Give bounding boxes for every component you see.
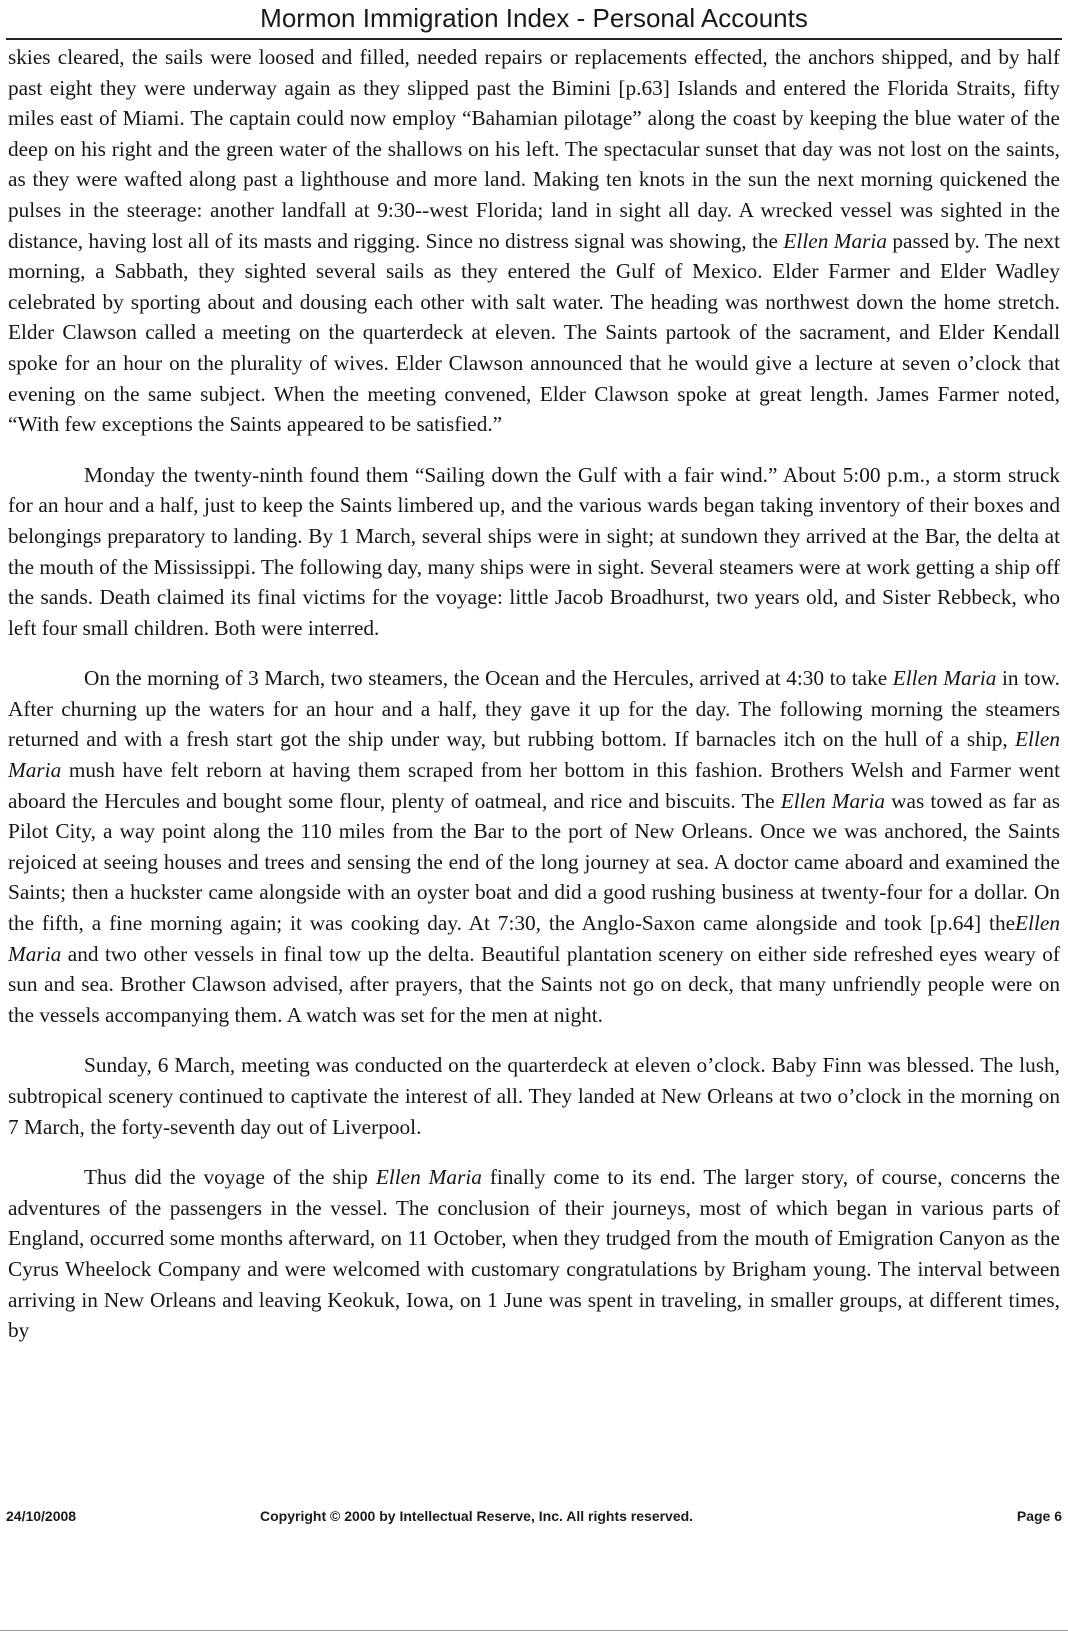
- paragraph-1-text-a: skies cleared, the sails were loosed and filled, needed repairs or replacements effected, the anchors shipped, and by half past eight they were underway again as they slipped past the Bimini [p.63] Islands and entered the Florida Straits, fifty miles east of Miami. The captain could now employ “Bahamian pilotage” along the coast by keeping the blue water of the deep on his right and the green water of the shallows on his left. The spectacular sunset that day was not lost on the saints, as they were wafted along past a lighthouse and more land. Making ten knots in the sun the next morning quickened the pulses in the steerage: another landfall at 9:30--west Florida; land in sight all day. A wrecked vessel was sighted in the distance, having lost all of its masts and rigging. Since no distress signal was showing, the: [8, 45, 1060, 253]
- paragraph-5-text-a: Thus did the voyage of the ship: [84, 1165, 376, 1190]
- ship-name: Ellen Maria: [783, 228, 888, 253]
- ship-name: Ellen Maria: [892, 666, 997, 691]
- paragraph-1-text-b: passed by. The next morning, a Sabbath, they sighted several sails as they entered the Gulf of Mexico. Elder Farmer and Elder Wadley celebrated by sporting about and dousing each other with salt water. The heading was northwest down the home stretch. Elder Clawson called a meeting on the quarterdeck at eleven. The Saints partook of the sacrament, and Elder Kendall spoke for an hour on the plurality of wives. Elder Clawson announced that he would give a lecture at seven o’clock that evening on the same subject. When the meeting convened, Elder Clawson spoke at great length. James Farmer noted, “With few exceptions the Saints appeared to be satisfied.”: [8, 228, 1060, 437]
- paragraph-4: Sunday, 6 March, meeting was conducted on the quarterdeck at eleven o’clock. Baby Finn was blessed. The lush, subtropical scenery continued to captivate the interest of all. They landed at New Orleans at two o’clock in the morning on 7 March, the forty-seventh day out of Liverpool.: [8, 1053, 1060, 1139]
- paragraph-3-text-b: in tow. After churning up the waters for an hour and a half, they gave it up for the day. The following morning the steamers returned and with a fresh start got the ship under way, but rubbing bottom. If barnacles itch on the hull of a ship,: [8, 666, 1060, 752]
- ship-name: Ellen Maria: [8, 911, 1060, 966]
- paragraph-3: [8, 663, 1060, 1030]
- header-divider: [6, 38, 1062, 40]
- ship-name: Ellen Maria: [375, 1165, 482, 1190]
- paragraph-3-text-e: and two other vessels in final tow up the delta. Beautiful plantation scenery on either side refreshed eyes weary of sun and sea. Brother Clawson advised, after prayers, that the Saints not go on deck, that many unfriendly people were on the vessels accompanying them. A watch was set for the men at night.: [8, 941, 1060, 1027]
- paragraph-3-text-c: mush have felt reborn at having them scraped from her bottom in this fashion. Brothers Welsh and Farmer went aboard the Hercules and bought some flour, plenty of oatmeal, and rice and biscuits. The: [8, 758, 1060, 813]
- footer-date: 24/10/2008: [6, 1508, 77, 1524]
- paragraph-1: [8, 42, 1060, 440]
- paragraph-3-text-d: was towed as far as Pilot City, a way point along the 110 miles from the Bar to the port of New Orleans. Once we was anchored, the Saints rejoiced at seeing houses and trees and sensing the end of the long journey at sea. A doctor came aboard and examined the Saints; then a huckster came alongside with an oyster boat and did a good rushing business at twenty-four for a dollar. On the fifth, a fine morning again; it was cooking day. At 7:30, the Anglo-Saxon came alongside and took [p.64] the: [8, 788, 1061, 936]
- paragraph-5-text-b: finally come to its end. The larger story, of course, concerns the adventures of the passengers in the vessel. The conclusion of their journeys, most of which began in various parts of England, occurred some months afterward, on 11 October, when they trudged from the mouth of Emigration Canyon as the Cyrus Wheelock Company and were welcomed with customary congratulations by Brigham young. The interval between arriving in New Orleans and leaving Keokuk, Iowa, on 1 June was spent in traveling, in smaller groups, at different times, by: [8, 1165, 1061, 1343]
- ship-name: Ellen Maria: [8, 727, 1060, 783]
- ship-name: Ellen Maria: [780, 788, 886, 813]
- paragraph-3-text-a: On the morning of 3 March, two steamers, the Ocean and the Hercules, arrived at 4:30 to take: [84, 666, 893, 691]
- paragraph-5: [8, 1162, 1060, 1346]
- footer-copyright: Copyright © 2000 by Intellectual Reserve, Inc. All rights reserved.: [260, 1508, 694, 1524]
- bottom-divider: [0, 1630, 1068, 1631]
- footer-page-number: Page 6: [1016, 1508, 1062, 1524]
- paragraph-2: Monday the twenty-ninth found them “Sailing down the Gulf with a fair wind.” About 5:00 p.m., a storm struck for an hour and a half, just to keep the Saints limbered up, and the various wards began taking inventory of their boxes and belongings preparatory to landing. By 1 March, several ships were in sight; at sundown they arrived at the Bar, the delta at the mouth of the Mississippi. The following day, many ships were in sight. Several steamers were at work getting a ship off the sands. Death claimed its final victims for the voyage: little Jacob Broadhurst, two years old, and Sister Rebbeck, who left four small children. Both were interred.: [8, 462, 1060, 640]
- document-body: [8, 42, 1060, 1366]
- page-header-title: Mormon Immigration Index - Personal Accounts: [260, 3, 808, 33]
